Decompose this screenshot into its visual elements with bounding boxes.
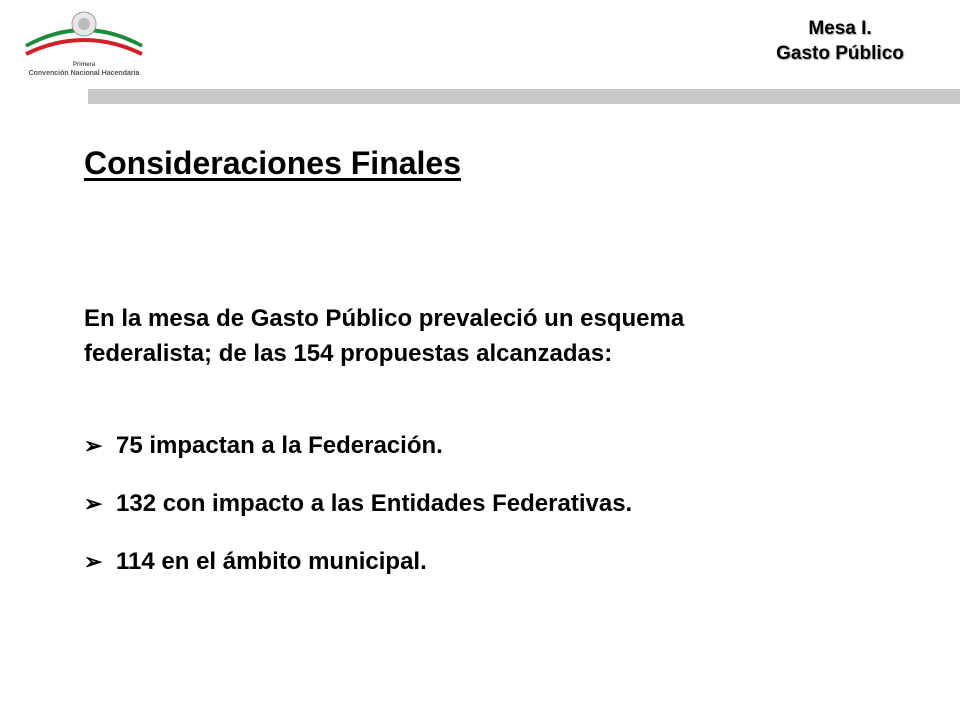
bullet-item	[84, 548, 632, 606]
bullet-item	[84, 490, 632, 548]
arrowhead-bullet-icon: ➢	[84, 433, 103, 458]
logo-caption-line2: Convención Nacional Hacendaria	[28, 70, 140, 77]
section-label	[740, 16, 940, 66]
mesa-topic: Gasto Público	[776, 43, 904, 64]
bullet-text: 132 con impacto a las Entidades Federativas.	[116, 490, 633, 517]
intro-line-2: federalista; de las 154 propuestas alcanzadas:	[84, 340, 613, 367]
logo-caption-line1: Primera	[72, 62, 96, 68]
bullet-text: 75 impactan a la Federación.	[116, 432, 443, 459]
bullet-text: 114 en el ámbito municipal.	[116, 548, 427, 575]
intro-paragraph	[84, 301, 904, 371]
convention-logo	[14, 6, 154, 84]
header-divider-bar	[88, 89, 960, 104]
bullet-list	[84, 432, 632, 606]
arrowhead-bullet-icon: ➢	[84, 549, 103, 574]
bullet-item	[84, 432, 632, 490]
intro-line-1: En la mesa de Gasto Público prevaleció un esquema	[84, 305, 685, 332]
convention-emblem	[14, 6, 154, 66]
arrowhead-bullet-icon: ➢	[84, 491, 103, 516]
mesa-number: Mesa I.	[808, 18, 872, 39]
slide-title: Consideraciones Finales	[84, 145, 462, 181]
